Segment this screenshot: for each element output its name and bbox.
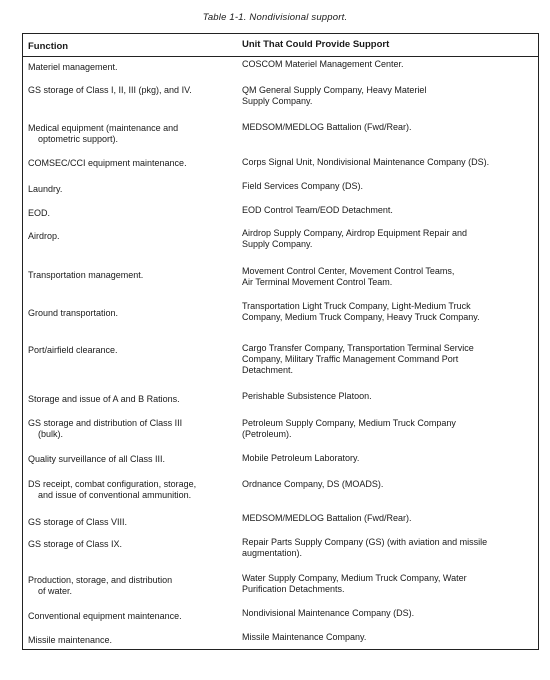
unit-cell (242, 205, 532, 216)
function-line: DS receipt, combat configuration, storage, (28, 479, 197, 489)
function-line: GS storage of Class IX. (28, 539, 123, 549)
function-line: (bulk). (38, 429, 64, 439)
function-line: GS storage of Class VIII. (28, 517, 128, 527)
function-line: optometric support). (38, 134, 119, 144)
function-cell (28, 184, 228, 195)
function-cell (28, 158, 228, 169)
unit-line: Missile Maintenance Company. (242, 632, 367, 642)
function-cell (28, 123, 228, 145)
function-cell (28, 270, 228, 281)
function-line: Transportation management. (28, 270, 144, 280)
unit-line: COSCOM Materiel Management Center. (242, 59, 404, 69)
function-line: EOD. (28, 208, 51, 218)
function-line: Materiel management. (28, 62, 118, 72)
function-line: Production, storage, and distribution (28, 575, 173, 585)
function-line: of water. (38, 586, 73, 596)
unit-line: Transportation Light Truck Company, Light-Medium Truck (242, 301, 471, 311)
function-line: Conventional equipment maintenance. (28, 611, 182, 621)
unit-line: augmentation). (242, 548, 303, 558)
unit-cell (242, 632, 532, 643)
unit-line: Field Services Company (DS). (242, 181, 364, 191)
unit-cell (242, 608, 532, 619)
unit-line: (Petroleum). (242, 429, 292, 439)
function-line: Port/airfield clearance. (28, 345, 118, 355)
unit-line: QM General Supply Company, Heavy Materiel (242, 85, 427, 95)
function-line: Missile maintenance. (28, 635, 113, 645)
function-cell (28, 479, 228, 501)
unit-cell (242, 228, 532, 250)
unit-line: Mobile Petroleum Laboratory. (242, 453, 360, 463)
unit-line: Detachment. (242, 365, 294, 375)
unit-line: Air Terminal Movement Control Team. (242, 277, 393, 287)
unit-line: EOD Control Team/EOD Detachment. (242, 205, 393, 215)
function-line: COMSEC/CCI equipment maintenance. (28, 158, 187, 168)
function-cell (28, 635, 228, 646)
function-line: GS storage of Class I, II, III (pkg), and IV. (28, 85, 192, 95)
unit-line: Purification Detachments. (242, 584, 345, 594)
unit-cell (242, 301, 532, 323)
unit-cell (242, 181, 532, 192)
function-cell (28, 454, 228, 465)
unit-cell (242, 418, 532, 440)
unit-cell (242, 391, 532, 402)
function-line: GS storage and distribution of Class III (28, 418, 183, 428)
function-cell (28, 394, 228, 405)
function-cell (28, 85, 228, 96)
function-cell (28, 345, 228, 356)
unit-line: Cargo Transfer Company, Transportation Terminal Service (242, 343, 474, 353)
unit-cell (242, 85, 532, 107)
unit-line: Company, Medium Truck Company, Heavy Truck Company. (242, 312, 480, 322)
unit-line: Water Supply Company, Medium Truck Company, Water (242, 573, 467, 583)
unit-line: Repair Parts Supply Company (GS) (with aviation and missile (242, 537, 488, 547)
unit-cell (242, 59, 532, 70)
unit-cell (242, 266, 532, 288)
table-caption: Table 1-1. Nondivisional support. (202, 12, 348, 23)
unit-line: Ordnance Company, DS (MOADS). (242, 479, 384, 489)
unit-cell (242, 537, 532, 559)
unit-cell (242, 453, 532, 464)
unit-line: Supply Company. (242, 239, 313, 249)
function-column-header: Function (28, 41, 69, 52)
function-cell (28, 517, 228, 528)
unit-line: Nondivisional Maintenance Company (DS). (242, 608, 415, 618)
function-line: Storage and issue of A and B Rations. (28, 394, 180, 404)
unit-line: Supply Company. (242, 96, 313, 106)
function-cell (28, 308, 228, 319)
unit-cell (242, 513, 532, 524)
unit-cell (242, 573, 532, 595)
function-cell (28, 611, 228, 622)
unit-column-header: Unit That Could Provide Support (242, 39, 390, 50)
unit-line: MEDSOM/MEDLOG Battalion (Fwd/Rear). (242, 122, 412, 132)
unit-cell (242, 122, 532, 133)
unit-line: Movement Control Center, Movement Control Teams, (242, 266, 455, 276)
unit-cell (242, 479, 532, 490)
unit-line: Airdrop Supply Company, Airdrop Equipment Repair and (242, 228, 467, 238)
function-cell (28, 575, 228, 597)
function-cell (28, 231, 228, 242)
function-line: and issue of conventional ammunition. (38, 490, 192, 500)
function-line: Medical equipment (maintenance and (28, 123, 179, 133)
function-cell (28, 208, 228, 219)
function-cell (28, 418, 228, 440)
function-line: Laundry. (28, 184, 63, 194)
support-table (22, 33, 539, 650)
unit-line: Corps Signal Unit, Nondivisional Maintenance Company (DS). (242, 157, 490, 167)
unit-line: Perishable Subsistence Platoon. (242, 391, 372, 401)
function-cell (28, 62, 228, 73)
table-header (23, 34, 538, 57)
unit-line: Company, Military Traffic Management Command Port (242, 354, 459, 364)
function-line: Quality surveillance of all Class III. (28, 454, 166, 464)
unit-line: MEDSOM/MEDLOG Battalion (Fwd/Rear). (242, 513, 412, 523)
unit-cell (242, 343, 532, 376)
function-cell (28, 539, 228, 550)
function-line: Airdrop. (28, 231, 60, 241)
unit-line: Petroleum Supply Company, Medium Truck Company (242, 418, 456, 428)
function-line: Ground transportation. (28, 308, 119, 318)
unit-cell (242, 157, 532, 168)
